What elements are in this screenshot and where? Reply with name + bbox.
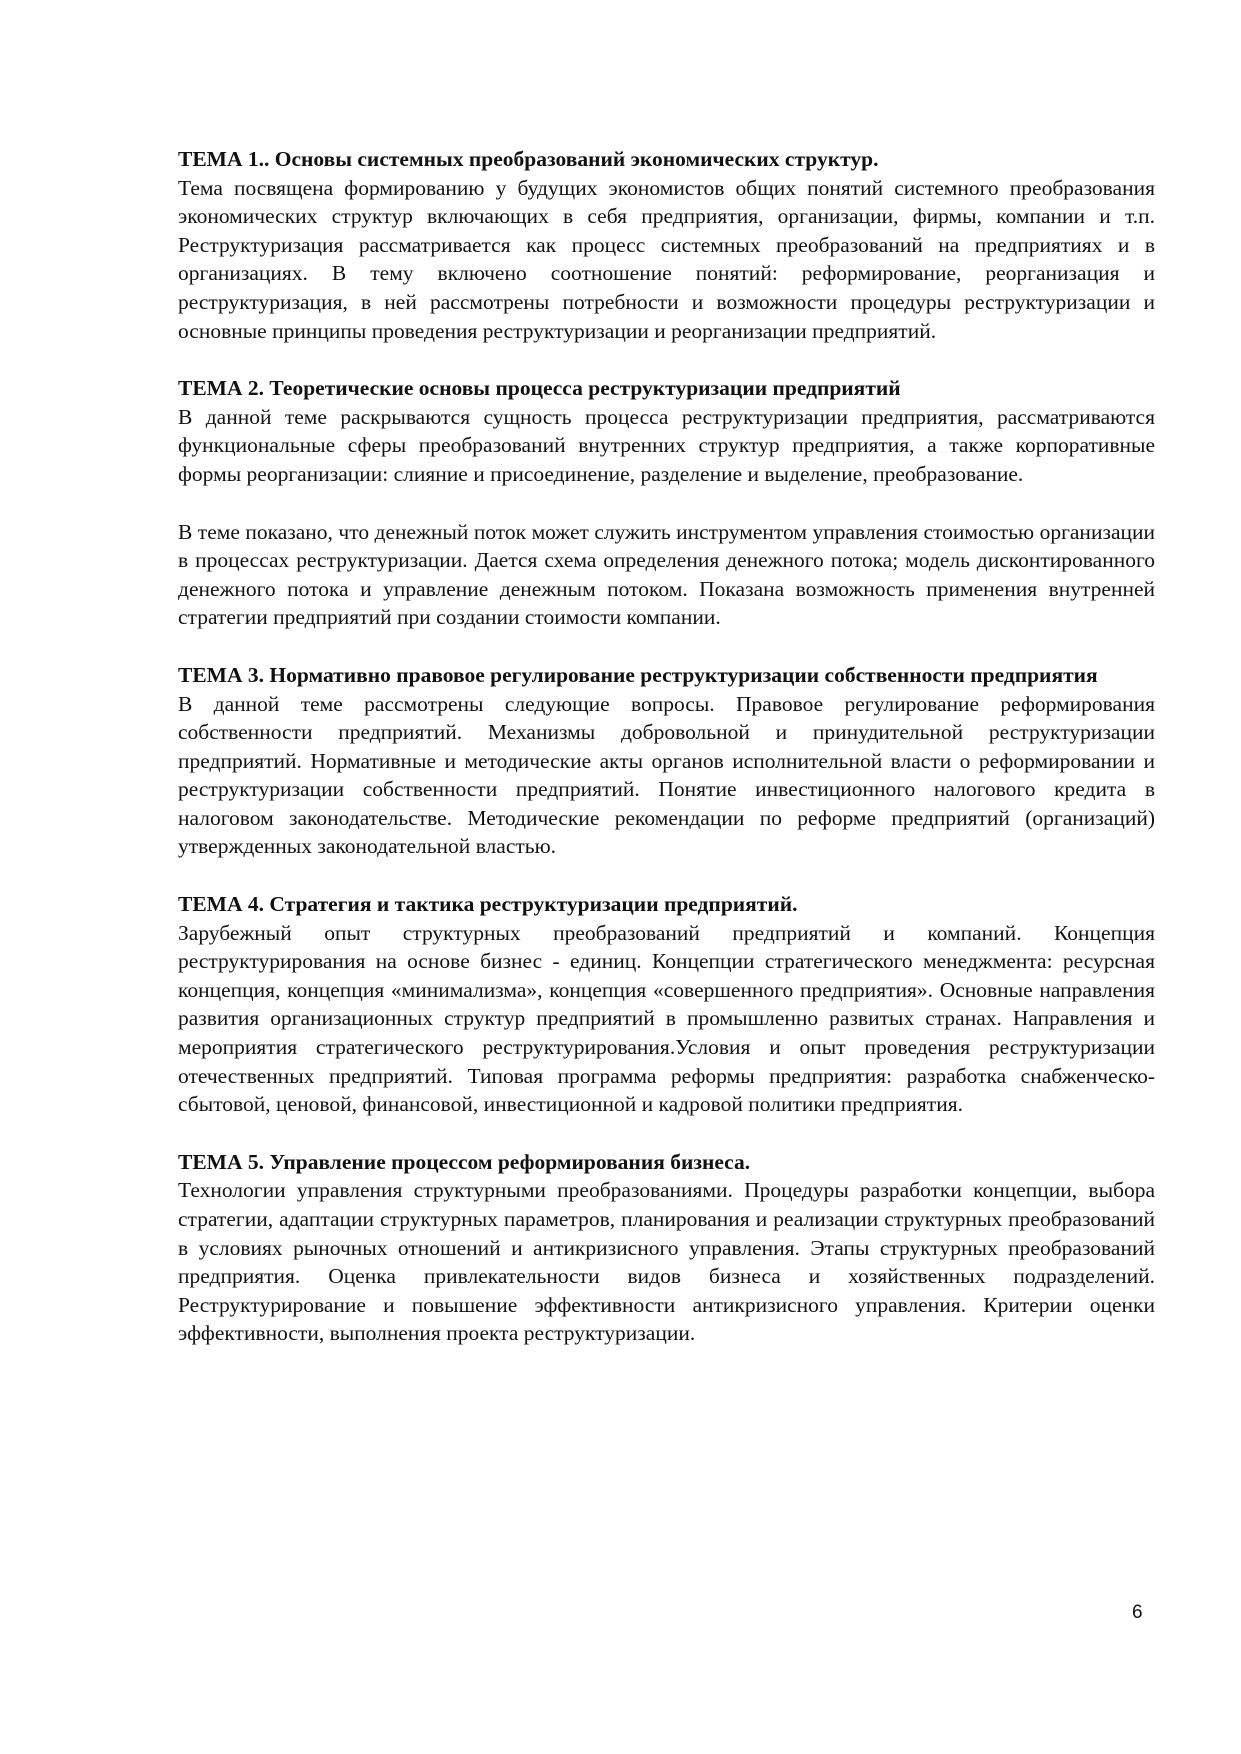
section-title: ТЕМА 2. Теоретические основы процесса реструктуризации предприятий <box>178 376 901 401</box>
document-page <box>178 145 1155 1348</box>
section-paragraph: В данной теме рассмотрены следующие вопросы. Правовое регулирование реформирования собственности предприятий. Механизмы добровольной и принудительной реструктуризации предприятий. Нормативные и методические акты органов исполнительной власти о реформировании и реструктуризации собственности предприятий. Понятие инвестиционного налогового кредита в налоговом законодательстве. Методические рекомендации по реформе предприятий (организаций) утвержденных законодательной властью. <box>178 691 1155 859</box>
section-topic-5 <box>178 1148 1155 1348</box>
section-topic-4 <box>178 890 1155 1119</box>
section-topic-1 <box>178 145 1155 345</box>
section-topic-2 <box>178 374 1155 632</box>
section-title: ТЕМА 3. Нормативно правовое регулирование реструктуризации собственности предприятия <box>178 662 1098 687</box>
section-paragraph: В теме показано, что денежный поток может служить инструментом управления стоимостью организации в процессах реструктуризации. Дается схема определения денежного потока; модель дисконтированного денежного потока и управление денежным потоком. Показана возможность применения внутренней стратегии предприятий при создании стоимости компании. <box>178 519 1155 630</box>
section-title: ТЕМА 5. Управление процессом реформирования бизнеса. <box>178 1149 751 1174</box>
section-paragraph: Тема посвящена формированию у будущих экономистов общих понятий системного преобразования экономических структур включающих в себя предприятия, организации, фирмы, компании и т.п. Реструктуризация рассматривается как процесс системных преобразований на предприятиях и в организациях. В тему включено соотношение понятий: реформирование, реорганизация и реструктуризация, в ней рассмотрены потребности и возможности процедуры реструктуризации и основные принципы проведения реструктуризации и реорганизации предприятий. <box>178 175 1155 343</box>
section-title: ТЕМА 1.. Основы системных преобразований экономических структур. <box>178 147 879 171</box>
section-paragraph: Технологии управления структурными преобразованиями. Процедуры разработки концепции, выбора стратегии, адаптации структурных параметров, планирования и реализации структурных преобразований в условиях рыночных отношений и антикризисного управления. Этапы структурных преобразований предприятия. Оценка привлекательности видов бизнеса и хозяйственных подразделений. Реструктурирование и повышение эффективности антикризисного управления. Критерии оценки эффективности, выполнения проекта реструктуризации. <box>178 1178 1155 1346</box>
section-paragraph: Зарубежный опыт структурных преобразований предприятий и компаний. Концепция реструктурирования на основе бизнес - единиц. Концепции стратегического менеджмента: ресурсная концепция, концепция «минимализма», концепция «совершенного предприятия». Основные направления развития организационных структур предприятий в промышленно развитых странах. Направления и мероприятия стратегического реструктурирования.Условия и опыт проведения реструктуризации отечественных предприятий. Типовая программа реформы предприятия: разработка снабженческо-сбытовой, ценовой, финансовой, инвестиционной и кадровой политики предприятия. <box>178 920 1155 1117</box>
section-topic-3 <box>178 661 1155 861</box>
section-title: ТЕМА 4. Стратегия и тактика реструктуризации предприятий. <box>178 892 798 917</box>
section-paragraph: В данной теме раскрываются сущность процесса реструктуризации предприятия, рассматриваются функциональные сферы преобразований внутренних структур предприятия, а также корпоративные формы реорганизации: слияние и присоединение, разделение и выделение, преобразование. <box>178 404 1155 486</box>
page-number: 6 <box>1132 1602 1143 1623</box>
